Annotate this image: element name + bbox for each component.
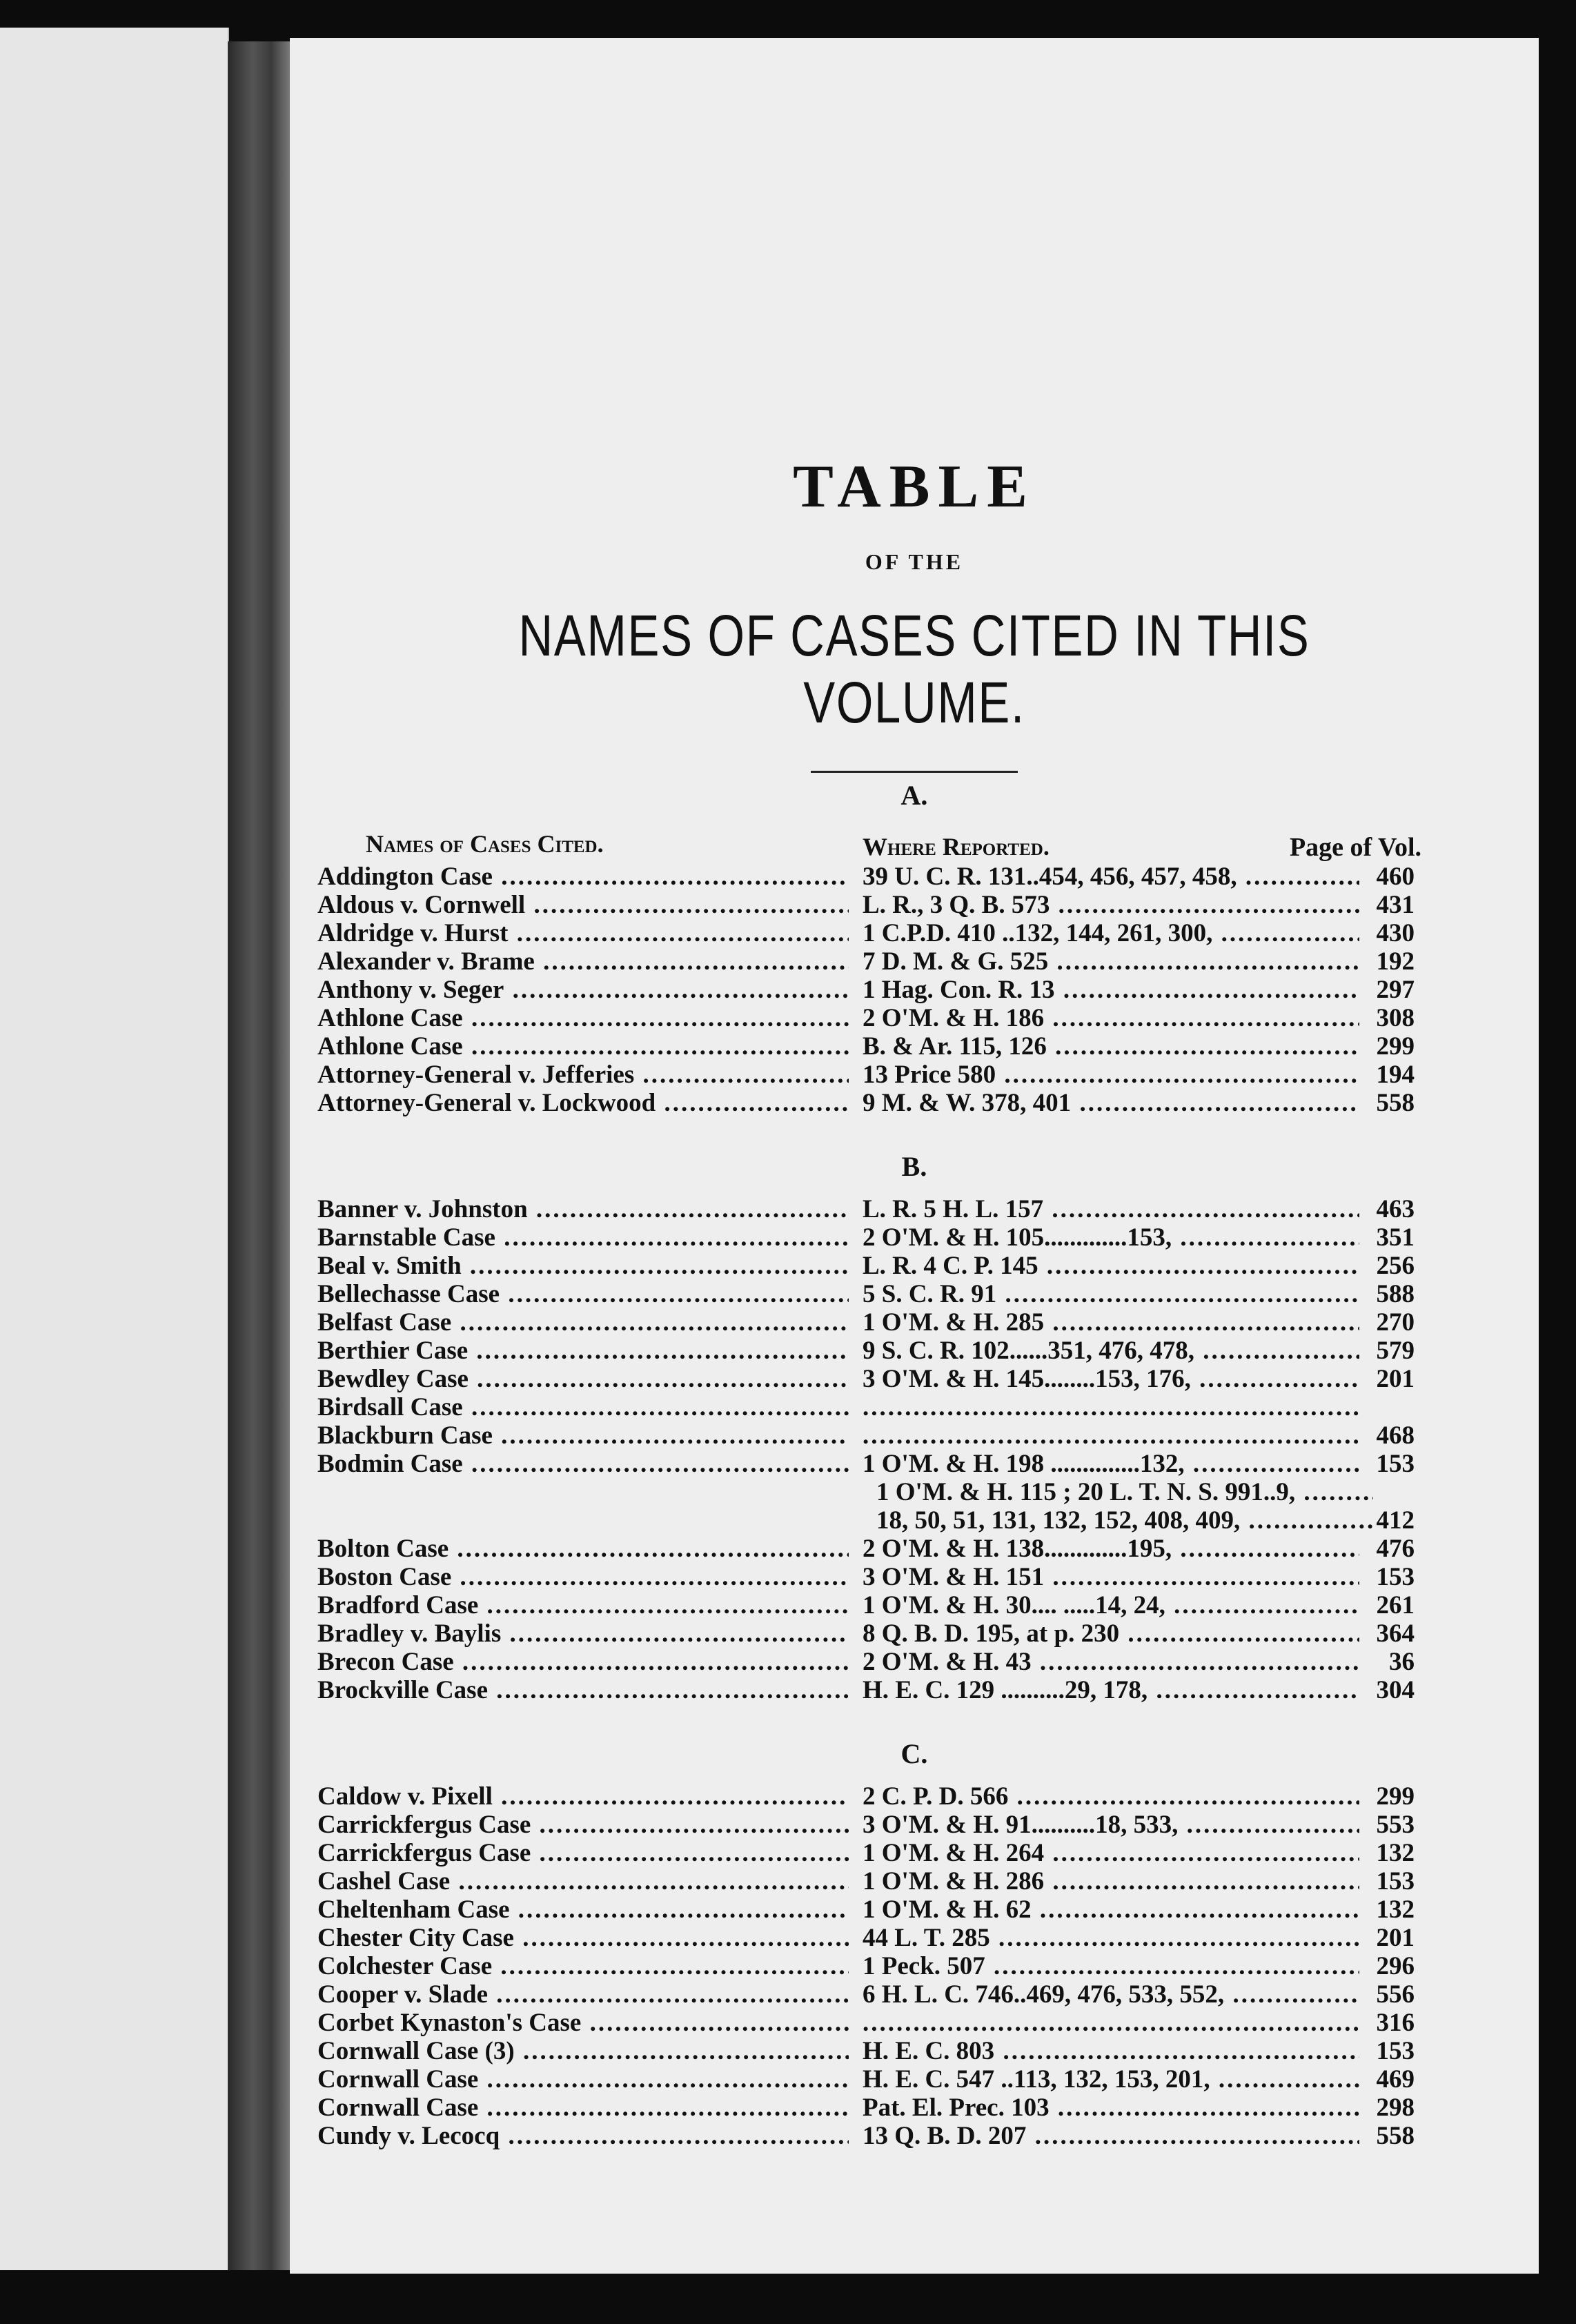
page-number: 296 <box>1372 1952 1415 1980</box>
case-name: Blackburn Case ..... <box>317 1421 849 1450</box>
case-name: Brockville Case ..... <box>317 1676 849 1704</box>
section-rows <box>317 1782 1415 2150</box>
page-number: 299 <box>1372 1782 1415 1811</box>
case-name: Bradford Case ..... <box>317 1591 849 1619</box>
page-number: 558 <box>1372 2122 1415 2150</box>
case-name: Alexander v. Brame ..... <box>317 947 849 976</box>
case-name: Bradley v. Baylis ..... <box>317 1619 849 1648</box>
where-reported: 1 O'M. & H. 62 ..... <box>863 1895 1359 1924</box>
case-name: Carrickfergus Case ..... <box>317 1839 849 1867</box>
case-name: Banner v. Johnston ..... <box>317 1195 849 1223</box>
table-row <box>317 2065 1415 2094</box>
page-number: 153 <box>1372 1867 1415 1895</box>
page-subtitle: NAMES OF CASES CITED IN THIS VOLUME. <box>518 603 1310 735</box>
page-number: 460 <box>1372 863 1415 891</box>
case-name: Athlone Case ..... <box>317 1032 849 1061</box>
table-row <box>317 1280 1415 1308</box>
table-row <box>317 1867 1415 1895</box>
page-number: 430 <box>1372 919 1415 947</box>
where-reported: Pat. El. Prec. 103 ..... <box>863 2094 1359 2122</box>
title-connector: OF THE <box>865 549 964 574</box>
case-name: Caldow v. Pixell ..... <box>317 1782 849 1811</box>
case-name: Bewdley Case ..... <box>317 1365 849 1393</box>
where-reported: H. E. C. 129 ..........29, 178, ..... <box>863 1676 1359 1704</box>
case-name: Brecon Case ..... <box>317 1648 849 1676</box>
case-name: Aldridge v. Hurst ..... <box>317 919 849 947</box>
where-reported: 44 L. T. 285 ..... <box>863 1924 1359 1952</box>
where-reported: 2 O'M. & H. 138.............195, ..... <box>863 1535 1359 1563</box>
case-name: Cundy v. Lecocq ..... <box>317 2122 849 2150</box>
page-number: 36 <box>1385 1648 1415 1676</box>
where-reported: L. R. 4 C. P. 145 ..... <box>863 1252 1359 1280</box>
table-row <box>317 1450 1415 1478</box>
page-number: 579 <box>1372 1337 1415 1365</box>
page-number: 153 <box>1372 1563 1415 1591</box>
case-name: Cornwall Case ..... <box>317 2094 849 2122</box>
table-row <box>317 1223 1415 1252</box>
table-row <box>317 1478 1394 1506</box>
where-reported: 3 O'M. & H. 151 ..... <box>863 1563 1359 1591</box>
page-number: 588 <box>1372 1280 1415 1308</box>
table-row <box>317 1393 1394 1421</box>
where-reported: 6 H. L. C. 746..469, 476, 533, 552, ..... <box>863 1980 1359 2009</box>
case-name: Corbet Kynaston's Case ..... <box>317 2009 849 2037</box>
where-reported: L. R. 5 H. L. 157 ..... <box>863 1195 1359 1223</box>
where-reported: 13 Q. B. D. 207 ..... <box>863 2122 1359 2150</box>
section-spacer <box>317 1117 1394 1134</box>
table-row <box>317 1619 1415 1648</box>
page-number: 299 <box>1372 1032 1415 1061</box>
table-row <box>317 1563 1415 1591</box>
where-reported: 3 O'M. & H. 91..........18, 533, ..... <box>863 1811 1359 1839</box>
case-name: Attorney-General v. Jefferies ..... <box>317 1061 849 1089</box>
table-row <box>317 1195 1415 1223</box>
where-reported: 8 Q. B. D. 195, at p. 230 ..... <box>863 1619 1359 1648</box>
table-row <box>317 1591 1415 1619</box>
where-reported: 2 O'M. & H. 186 ..... <box>863 1004 1359 1032</box>
case-name: Colchester Case ..... <box>317 1952 849 1980</box>
table-row <box>317 1252 1415 1280</box>
section-rows <box>317 863 1415 1117</box>
cases-table <box>317 762 1421 2150</box>
page-number: 132 <box>1372 1839 1415 1867</box>
where-reported: B. & Ar. 115, 126 ..... <box>863 1032 1359 1061</box>
page-number: 297 <box>1372 976 1415 1004</box>
page-number: 256 <box>1372 1252 1415 1280</box>
column-headers <box>317 824 1421 863</box>
table-row <box>317 919 1415 947</box>
table-row <box>317 1061 1415 1089</box>
column-header-page: Page of Vol. <box>1289 833 1421 862</box>
table-row <box>317 2094 1415 2122</box>
table-row <box>317 1648 1415 1676</box>
where-reported: 2 O'M. & H. 43 ..... <box>863 1648 1359 1676</box>
where-reported: 18, 50, 51, 131, 132, 152, 408, 409, ..... <box>876 1506 1373 1535</box>
where-reported: 9 M. & W. 378, 401 ..... <box>863 1089 1359 1117</box>
table-row <box>317 1089 1415 1117</box>
page-number: 316 <box>1372 2009 1415 2037</box>
document-page <box>290 38 1539 2274</box>
page-number: 304 <box>1372 1676 1415 1704</box>
page-number: 364 <box>1372 1619 1415 1648</box>
where-reported: 1 O'M. & H. 115 ; 20 L. T. N. S. 991..9, ..... <box>876 1478 1373 1506</box>
table-row <box>317 863 1415 891</box>
table-row <box>317 1365 1415 1393</box>
table-row <box>317 1421 1415 1450</box>
table-row <box>317 1004 1415 1032</box>
case-name: Berthier Case ..... <box>317 1337 849 1365</box>
page-number: 192 <box>1372 947 1415 976</box>
page-number: 553 <box>1372 1811 1415 1839</box>
case-name: Bolton Case ..... <box>317 1535 849 1563</box>
table-row <box>317 1895 1415 1924</box>
table-row <box>317 947 1415 976</box>
page-number: 153 <box>1372 1450 1415 1478</box>
page-number: 469 <box>1372 2065 1415 2094</box>
table-row <box>317 976 1415 1004</box>
case-name: Cashel Case ..... <box>317 1867 849 1895</box>
page-number: 261 <box>1372 1591 1415 1619</box>
table-row <box>317 2009 1415 2037</box>
table-row <box>317 2122 1415 2150</box>
page-number: 201 <box>1372 1924 1415 1952</box>
case-name: Cornwall Case ..... <box>317 2065 849 2094</box>
section-rows <box>317 1195 1415 1704</box>
page-number: 431 <box>1372 891 1415 919</box>
where-reported: H. E. C. 803 ..... <box>863 2037 1359 2065</box>
table-row <box>317 1952 1415 1980</box>
table-row <box>317 1676 1415 1704</box>
where-reported: 7 D. M. & G. 525 ..... <box>863 947 1359 976</box>
case-name: Addington Case ..... <box>317 863 849 891</box>
book-gutter <box>228 41 290 2270</box>
case-name: Belfast Case ..... <box>317 1308 849 1337</box>
case-name: Attorney-General v. Lockwood ..... <box>317 1089 849 1117</box>
page-number: 463 <box>1372 1195 1415 1223</box>
page-number: 132 <box>1372 1895 1415 1924</box>
table-row <box>317 1032 1415 1061</box>
section-spacer <box>317 1704 1394 1721</box>
case-name: Cornwall Case (3) ..... <box>317 2037 849 2065</box>
case-name: Bodmin Case ..... <box>317 1450 849 1478</box>
page-number: 351 <box>1372 1223 1415 1252</box>
page-number: 153 <box>1372 2037 1415 2065</box>
page-header <box>290 452 1539 773</box>
where-reported <box>863 1393 1359 1421</box>
where-reported: 39 U. C. R. 131..454, 456, 457, 458, ..... <box>863 863 1359 891</box>
section-letter: C. <box>900 1738 928 1769</box>
where-reported: 3 O'M. & H. 145........153, 176, ..... <box>863 1365 1359 1393</box>
table-row <box>317 891 1415 919</box>
table-row <box>317 1535 1415 1563</box>
where-reported: 9 S. C. R. 102......351, 476, 478, ..... <box>863 1337 1359 1365</box>
where-reported: 2 C. P. D. 566 ..... <box>863 1782 1359 1811</box>
page-number: 558 <box>1372 1089 1415 1117</box>
where-reported: L. R., 3 Q. B. 573 ..... <box>863 891 1359 919</box>
case-name: Barnstable Case ..... <box>317 1223 849 1252</box>
case-name: Boston Case ..... <box>317 1563 849 1591</box>
table-row <box>317 1924 1415 1952</box>
where-reported: 1 O'M. & H. 30.... .....14, 24, ..... <box>863 1591 1359 1619</box>
where-reported: 1 Hag. Con. R. 13 ..... <box>863 976 1359 1004</box>
case-name: Bellechasse Case ..... <box>317 1280 849 1308</box>
case-name: Chester City Case ..... <box>317 1924 849 1952</box>
facing-page-edge <box>0 28 229 2270</box>
page-number: 476 <box>1372 1535 1415 1563</box>
where-reported: H. E. C. 547 ..113, 132, 153, 201, ..... <box>863 2065 1359 2094</box>
case-name: Birdsall Case ..... <box>317 1393 849 1421</box>
page-number: 556 <box>1372 1980 1415 2009</box>
page-number: 298 <box>1372 2094 1415 2122</box>
table-row <box>317 1980 1415 2009</box>
table-row <box>317 1337 1415 1365</box>
page-number: 468 <box>1372 1421 1415 1450</box>
case-name: Carrickfergus Case ..... <box>317 1811 849 1839</box>
table-row <box>317 1506 1415 1535</box>
column-header-where: Where Reported. <box>863 833 1050 860</box>
where-reported: 13 Price 580 ..... <box>863 1061 1359 1089</box>
table-row <box>317 1811 1415 1839</box>
column-header-name: Names of Cases Cited. <box>366 830 604 858</box>
where-reported: 2 O'M. & H. 105.............153, ..... <box>863 1223 1359 1252</box>
case-name: Cooper v. Slade ..... <box>317 1980 849 2009</box>
where-reported: 5 S. C. R. 91 ..... <box>863 1280 1359 1308</box>
page-number: 308 <box>1372 1004 1415 1032</box>
where-reported: 1 O'M. & H. 264 ..... <box>863 1839 1359 1867</box>
case-name: Aldous v. Cornwell ..... <box>317 891 849 919</box>
section-letter: A. <box>900 780 928 811</box>
where-reported: 1 Peck. 507 ..... <box>863 1952 1359 1980</box>
where-reported: 1 O'M. & H. 285 ..... <box>863 1308 1359 1337</box>
where-reported <box>863 1421 1359 1450</box>
where-reported: 1 C.P.D. 410 ..132, 144, 261, 300, ..... <box>863 919 1359 947</box>
page-number: 270 <box>1372 1308 1415 1337</box>
table-row <box>317 2037 1415 2065</box>
where-reported: 1 O'M. & H. 198 ..............132, ..... <box>863 1450 1359 1478</box>
page-number: 194 <box>1372 1061 1415 1089</box>
where-reported <box>863 2009 1359 2037</box>
case-name: Anthony v. Seger ..... <box>317 976 849 1004</box>
page-title: TABLE <box>793 453 1036 520</box>
case-name: Cheltenham Case ..... <box>317 1895 849 1924</box>
case-name: Athlone Case ..... <box>317 1004 849 1032</box>
case-name: Beal v. Smith ..... <box>317 1252 849 1280</box>
table-row <box>317 1839 1415 1867</box>
section-letter: B. <box>901 1151 927 1182</box>
where-reported: 1 O'M. & H. 286 ..... <box>863 1867 1359 1895</box>
table-row <box>317 1308 1415 1337</box>
page-number: 201 <box>1372 1365 1415 1393</box>
page-number: 412 <box>1372 1506 1415 1535</box>
table-row <box>317 1782 1415 1811</box>
